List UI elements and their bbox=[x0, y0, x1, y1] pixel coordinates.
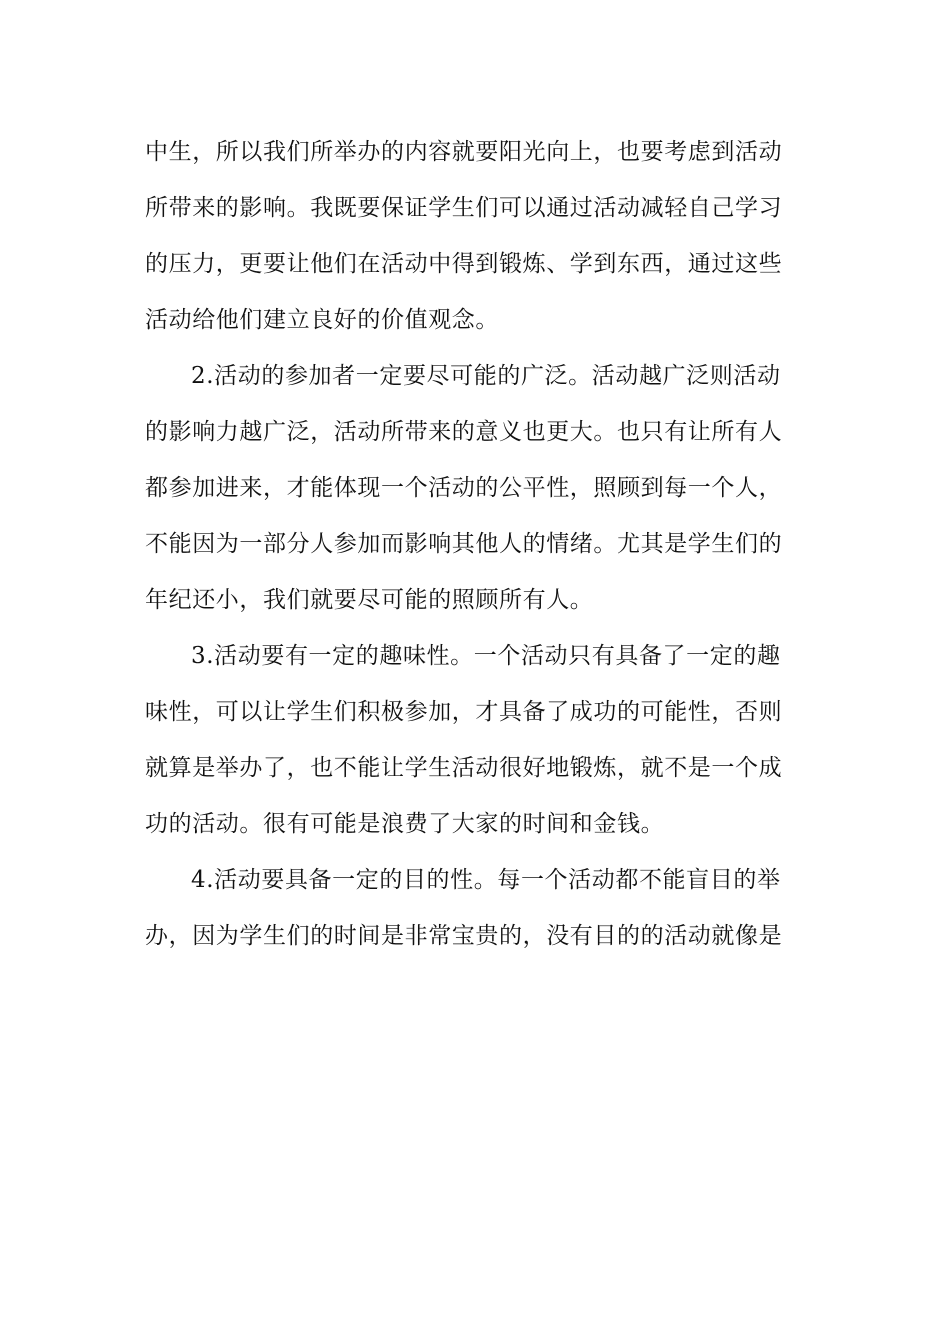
paragraph-line: 味性，可以让学生们积极参加，才具备了成功的可能性，否则 bbox=[145, 699, 783, 725]
paragraph-3 bbox=[145, 628, 805, 852]
paragraph-1 bbox=[145, 124, 805, 348]
document-body bbox=[145, 124, 805, 964]
paragraph-line: 不能因为一部分人参加而影响其他人的情绪。尤其是学生们的 bbox=[145, 531, 783, 557]
paragraph-line: 3.活动要有一定的趣味性。一个活动只有具备了一定的趣 bbox=[191, 643, 781, 669]
paragraph-line: 的影响力越广泛，活动所带来的意义也更大。也只有让所有人 bbox=[145, 419, 783, 445]
paragraph-line: 活动给他们建立良好的价值观念。 bbox=[145, 307, 499, 333]
paragraph-line: 都参加进来，才能体现一个活动的公平性，照顾到每一个人， bbox=[145, 475, 783, 501]
paragraph-line: 年纪还小，我们就要尽可能的照顾所有人。 bbox=[145, 587, 594, 613]
paragraph-line: 所带来的影响。我既要保证学生们可以通过活动减轻自己学习 bbox=[145, 195, 783, 221]
paragraph-4 bbox=[145, 852, 805, 964]
paragraph-line: 功的活动。很有可能是浪费了大家的时间和金钱。 bbox=[145, 811, 665, 837]
paragraph-line: 的压力，更要让他们在活动中得到锻炼、学到东西，通过这些 bbox=[145, 251, 783, 277]
paragraph-line: 2.活动的参加者一定要尽可能的广泛。活动越广泛则活动 bbox=[191, 363, 781, 389]
paragraph-2 bbox=[145, 348, 805, 628]
paragraph-line: 中生，所以我们所举办的内容就要阳光向上，也要考虑到活动 bbox=[145, 139, 783, 165]
paragraph-line: 就算是举办了，也不能让学生活动很好地锻炼，就不是一个成 bbox=[145, 755, 783, 781]
paragraph-line: 4.活动要具备一定的目的性。每一个活动都不能盲目的举 bbox=[191, 867, 781, 893]
paragraph-line: 办，因为学生们的时间是非常宝贵的，没有目的的活动就像是 bbox=[145, 923, 783, 949]
